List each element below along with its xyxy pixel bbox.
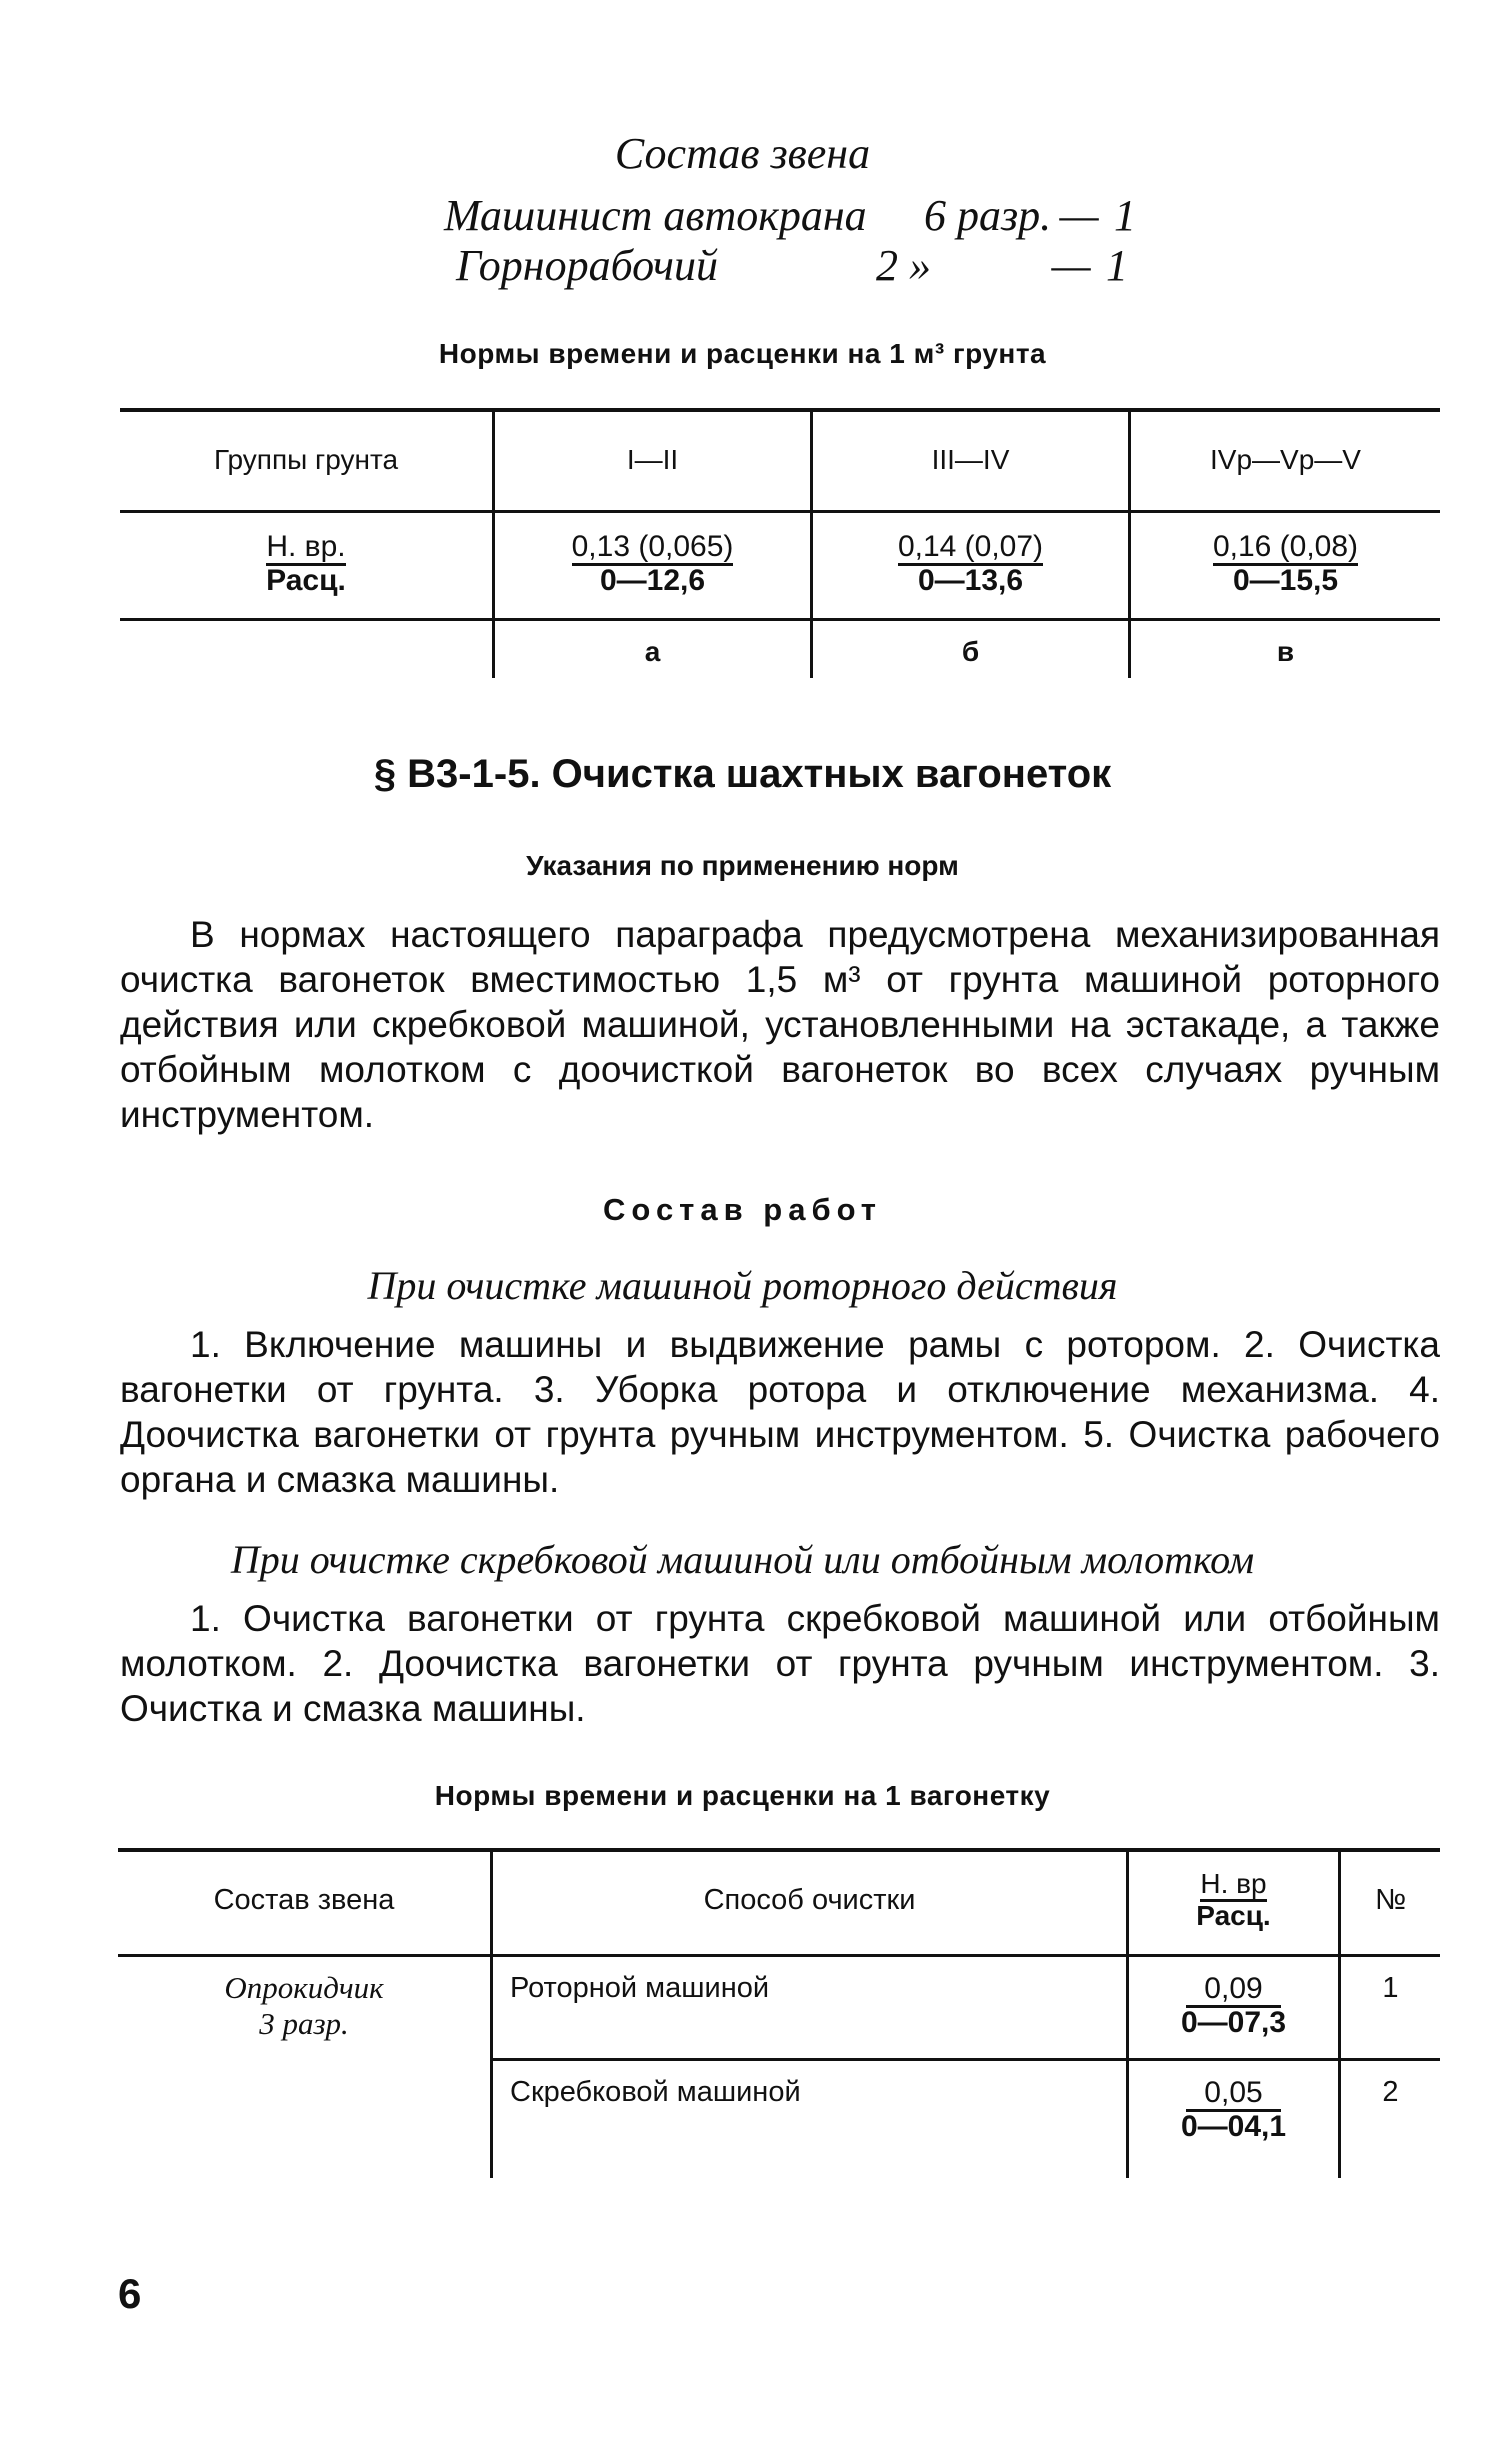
norm-cell [1129,2076,1338,2144]
norms-table-soil [120,408,1440,678]
label-time-norm: Н. вр. [266,530,345,566]
crew-line-1 [444,190,1136,241]
crew-grade: 3 разр. [259,2006,349,2041]
time-norm-value: 0,09 [1186,1972,1280,2008]
header-col-2: III—IV [931,444,1010,475]
crew-profession: Горнорабочий [456,241,718,290]
header-rate: Расц. [1196,1900,1271,1931]
header-method: Способ очистки [703,1884,916,1916]
time-norm-value: 0,05 [1186,2076,1280,2112]
time-norm-value: 0,13 (0,065) [572,530,734,566]
table-rule [492,2058,1440,2061]
header-col-1: I—II [626,444,679,475]
row-number: 1 [1382,1972,1399,2004]
label-rate: Расц. [266,564,346,597]
crew-count: 1 [1114,191,1136,240]
table-rule [120,618,1440,621]
table-rule [120,510,1440,513]
table2-caption: Нормы времени и расценки на 1 вагонетку [434,1780,1051,1811]
crew-dash: — [1059,191,1099,240]
table1-caption: Нормы времени и расценки на 1 м³ грунта [438,338,1047,369]
header-soil-groups: Группы грунта [213,444,399,475]
row-label [120,530,492,598]
works-heading: Состав работ [603,1192,882,1227]
crew-dash: — [1051,241,1091,290]
crew-title: Состав звена [614,129,871,178]
table-rule [118,1848,1440,1852]
header-col-3: IVр—Vр—V [1210,444,1361,475]
rate-value: 0—04,1 [1180,2110,1287,2143]
crew-profession: Машинист автокрана [444,191,867,240]
table-rule [120,408,1440,412]
crew-count: 1 [1106,241,1128,290]
crew-grade: 2 » [876,241,931,290]
crew-line-2 [456,240,1128,291]
rate-value: 0—12,6 [599,564,706,597]
guide-heading: Указания по применению норм [526,850,959,881]
time-norm-value: 0,16 (0,08) [1213,530,1358,566]
norm-cell [1129,1972,1338,2040]
rotor-heading: При очистке машиной роторного действия [367,1263,1118,1308]
guide-paragraph: В нормах настоящего параграфа предусмотрена механизированная очистка вагонеток вместимостью 1,5 м³ от грунта машиной роторного действия или скребковой машиной, установленными на эстакаде, а также отбойным молотком с доочисткой вагонеток во всех случаях ручным инструментом. [120,914,1440,1135]
rotor-paragraph: 1. Включение машины и выдвижение рамы с ротором. 2. Очистка вагонетки от грунта. 3. Уборка ротора и отключение механизма. 4. Доочистка вагонетки от грунта ручным инструментом. 5. Очистка рабочего органа и смазка машины. [120,1324,1440,1500]
column-letter: а [644,636,661,667]
crew-grade: 6 разр. [924,191,1052,240]
header-number: № [1374,1884,1407,1916]
time-norm-value: 0,14 (0,07) [898,530,1043,566]
value-cell-2 [813,530,1128,598]
page-number: 6 [118,2270,142,2317]
value-cell-1 [495,530,810,598]
rate-value: 0—07,3 [1180,2006,1287,2039]
value-cell-3 [1131,530,1440,598]
table-rule [118,1954,1440,1957]
rate-value: 0—15,5 [1232,564,1339,597]
column-letter: в [1276,636,1295,667]
method-cell: Скребковой машиной [510,2076,801,2108]
section-title: § В3-1-5. Очистка шахтных вагонеток [373,752,1112,796]
column-letter: б [961,636,980,667]
crew-profession: Опрокидчик [224,1970,384,2005]
rate-value: 0—13,6 [917,564,1024,597]
crew-cell [118,1970,490,2042]
header-crew: Состав звена [213,1884,395,1916]
scraper-paragraph: 1. Очистка вагонетки от грунта скребковой машиной или отбойным молотком. 2. Доочистка вагонетки от грунта ручным инструментом. 3. Очистка и смазка машины. [120,1598,1440,1729]
row-number: 2 [1382,2076,1399,2108]
header-time-norm: Н. вр [1200,1868,1266,1902]
header-norm [1129,1868,1338,1932]
method-cell: Роторной машиной [510,1972,770,2004]
scraper-heading: При очистке скребковой машиной или отбойным молотком [230,1537,1255,1582]
norms-table-wagon [118,1848,1440,2178]
